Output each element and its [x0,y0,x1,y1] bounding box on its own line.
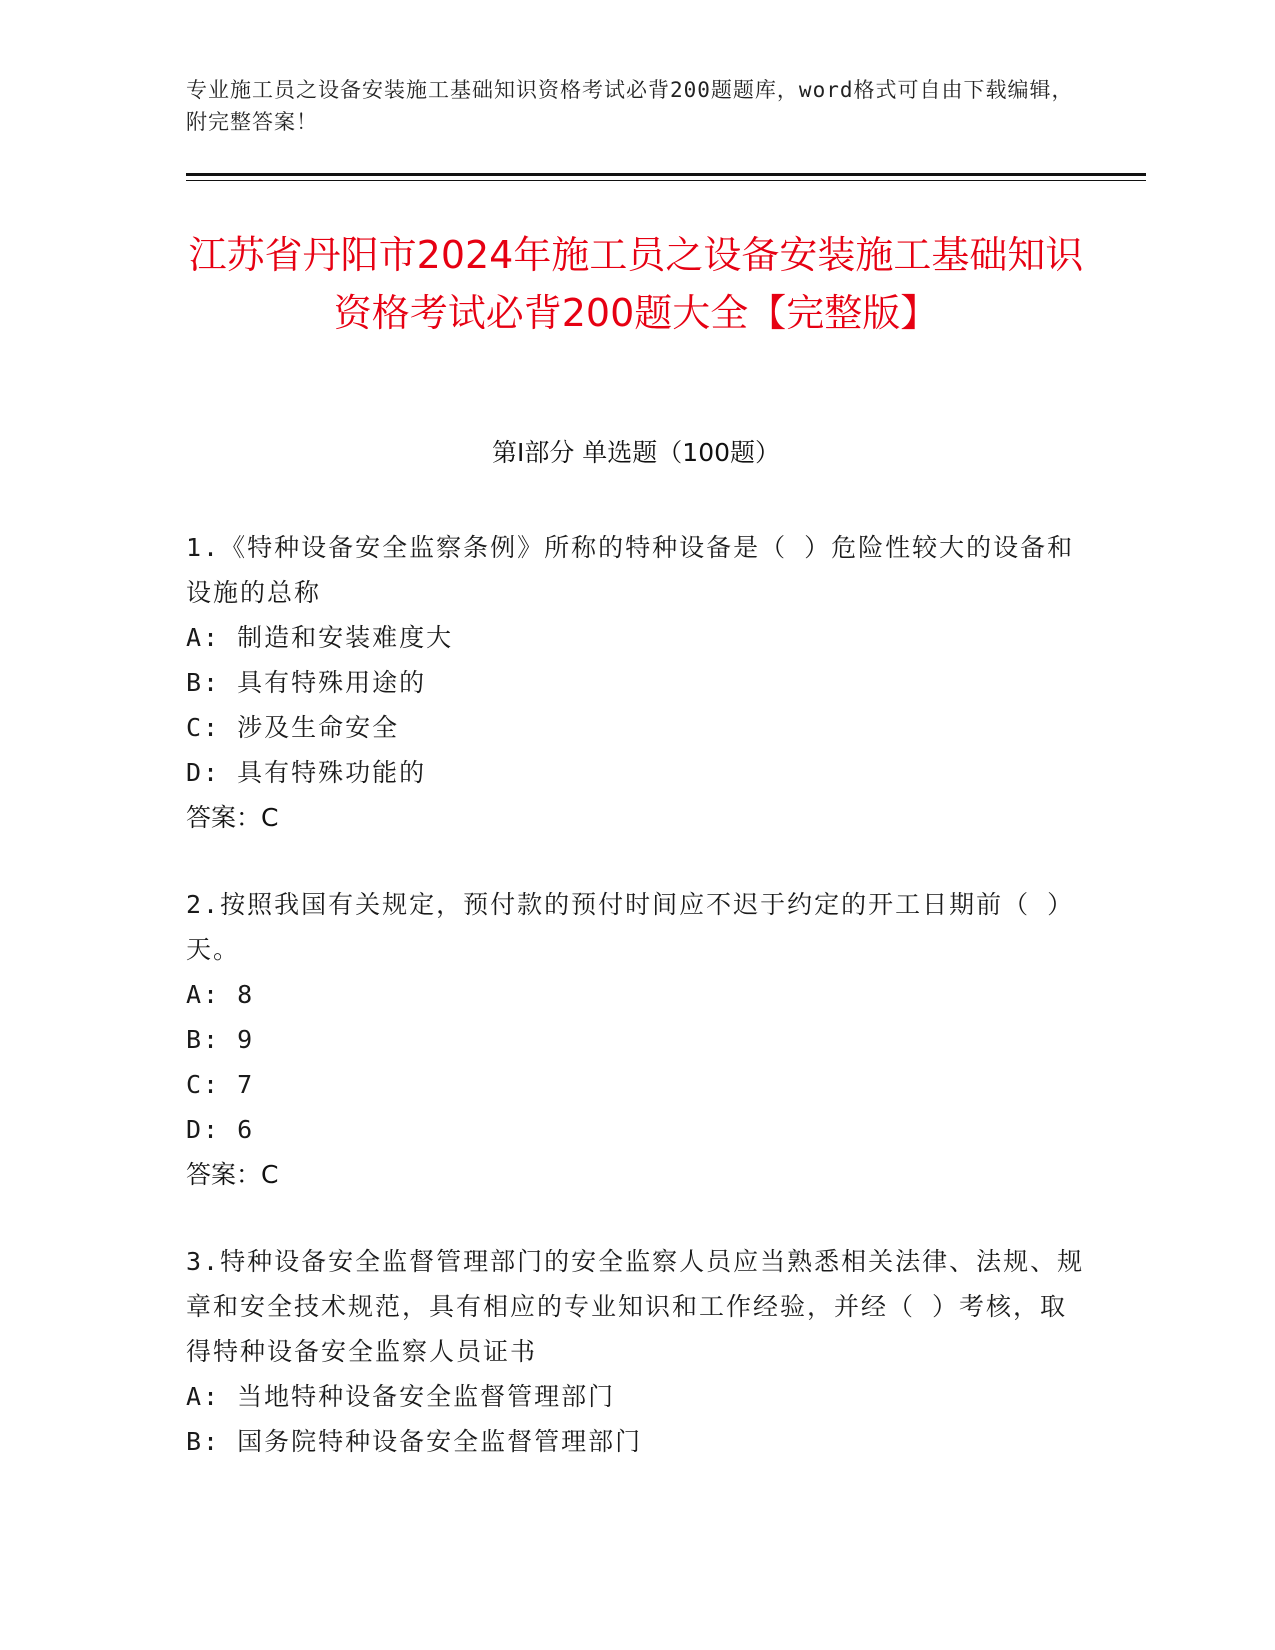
question-text: 3.特种设备安全监督管理部门的安全监察人员应当熟悉相关法律、法规、规章和安全技术规范，具有相应的专业知识和工作经验，并经（ ）考核，取得特种设备安全监察人员证书 [186,1247,1085,1366]
header-rule-thin [186,180,1146,181]
option-c: C: 涉及生命安全 [186,713,400,742]
answer: 答案：C [186,1160,279,1189]
question-list [186,525,1086,1506]
answer: 答案：C [186,803,279,832]
option-b: B: 9 [186,1025,255,1054]
question-2 [186,882,1086,1197]
option-a: A: 当地特种设备安全监督管理部门 [186,1382,616,1411]
option-d: D: 具有特殊功能的 [186,758,427,787]
option-a: A: 8 [186,980,255,1009]
option-b: B: 具有特殊用途的 [186,668,427,697]
option-d: D: 6 [186,1115,255,1144]
document-title: 江苏省丹阳市2024年施工员之设备安装施工基础知识资格考试必背200题大全【完整版】 [188,233,1084,335]
header-rule-thick [186,173,1146,176]
question-text: 2.按照我国有关规定，预付款的预付时间应不迟于约定的开工日期前（ ）天。 [186,890,1075,964]
option-c: C: 7 [186,1070,255,1099]
question-text: 1.《特种设备安全监察条例》所称的特种设备是（ ）危险性较大的设备和设施的总称 [186,533,1075,607]
header-note: 专业施工员之设备安装施工基础知识资格考试必背200题题库，word格式可自由下载编辑，附完整答案！ [186,78,1074,134]
section-title: 第Ⅰ部分 单选题（100题） [491,438,781,467]
option-b: B: 国务院特种设备安全监督管理部门 [186,1427,643,1456]
option-a: A: 制造和安装难度大 [186,623,454,652]
question-3 [186,1239,1086,1464]
question-1 [186,525,1086,840]
